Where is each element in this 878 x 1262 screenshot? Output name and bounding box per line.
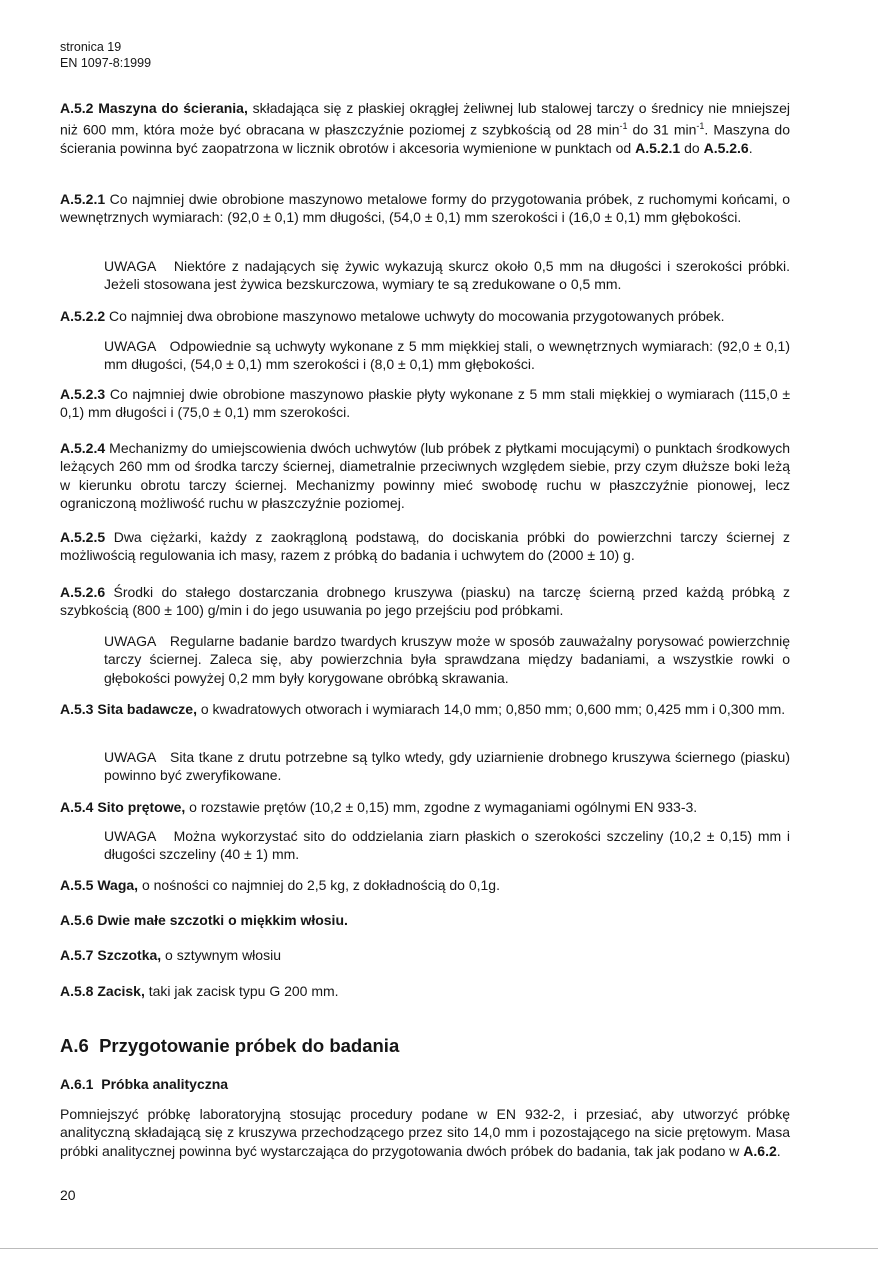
para-a53: A.5.3 Sita badawcze, o kwadratowych otworach i wymiarach 14,0 mm; 0,850 mm; 0,600 mm; 0,425 mm i 0,300 mm. (60, 701, 786, 717)
note-4: UWAGA Sita tkane z drutu potrzebne są tylko wtedy, gdy uziarnienie drobnego kruszywa ściernego (piasku) powinno być zweryfikowane. (104, 749, 790, 784)
clause-number: A.5.2.1 (60, 191, 106, 207)
para-a57: A.5.7 Szczotka, o sztywnym włosiu (60, 947, 281, 963)
clause-number: A.5.2.6 (60, 584, 106, 600)
clause-number: A.5.2.2 (60, 308, 106, 324)
note-3: UWAGA Regularne badanie bardzo twardych kruszyw może w sposób zauważalny porysować powierzchnię tarczy ściernej. Zaleca się, aby powierzchnia była sprawdzana między badaniami, a wszystkie rowki o głębokości powyżej 0,2 mm były korygowane obróbką skrawania. (104, 633, 790, 686)
para-a523: A.5.2.3 Co najmniej dwie obrobione maszynowo płaskie płyty wykonane z 5 mm stali miękkiej o wymiarach (115,0 ± 0,1) mm długości i (75,0 ± 0,1) mm szerokości. (60, 386, 790, 421)
note-5: UWAGA Można wykorzystać sito do oddzielania ziarn płaskich o szerokości szczeliny (10,2 ± 0,15) mm i długości szczeliny (40 ± 1) mm. (104, 828, 790, 863)
clause-term: Dwie małe szczotki o miękkim włosiu. (97, 912, 348, 928)
note-label: UWAGA (104, 633, 157, 649)
para-a56 (60, 911, 790, 929)
note-label: UWAGA (104, 828, 157, 844)
clause-number: A.5.7 (60, 947, 94, 963)
clause-term: Szczotka, (97, 947, 162, 963)
para-a55: A.5.5 Waga, o nośności co najmniej do 2,5 kg, z dokładnością do 0,1g. (60, 877, 500, 893)
note-label: UWAGA (104, 749, 157, 765)
note-2: UWAGA Odpowiednie są uchwyty wykonane z 5 mm miękkiej stali, o wewnętrznych wymiarach: (92,0 ± 0,1) mm długości, (54,0 ± 0,1) mm szerokości i (8,0 ± 0,1) mm głębokości. (104, 338, 790, 373)
para-a521: A.5.2.1 Co najmniej dwie obrobione maszynowo metalowe formy do przygotowania próbek, z ruchomymi końcami, o wewnętrznych wymiarach: (92,0 ± 0,1) mm długości, (54,0 ± 0,1) mm szerokości i (16,0 ± 0,1) mm głębokości. (60, 191, 790, 226)
para-a61: Pomniejszyć próbkę laboratoryjną stosując procedury podane w EN 932-2, i przesiać, aby utworzyć próbkę analityczną składającą się z kruszywa przechodzącego przez sito 14,0 mm i pozostającego na sicie prętowym. Masa próbki analitycznej powinna być wystarczająca do przygotowania dwóch próbek do badania, tak jak podano w A.6.2. (60, 1106, 790, 1159)
page-number: 20 (60, 1187, 76, 1203)
clause-number: A.5.2.5 (60, 529, 106, 545)
subsection-heading: A.6.1 Próbka analityczna (60, 1076, 229, 1092)
clause-reference: A.6.2 (743, 1142, 777, 1159)
para-a525: A.5.2.5 Dwa ciężarki, każdy z zaokrągloną podstawą, do dociskania próbki do powierzchni tarczy ściernej z możliwością regulowania ich masy, razem z próbką do badania i uchwytem do (2000 ± 10) g. (60, 529, 790, 564)
para-a54: A.5.4 Sito prętowe, o rozstawie prętów (10,2 ± 0,15) mm, zgodne z wymaganiami ogólnymi EN 933-3. (60, 799, 698, 815)
clause-number: A.5.2.4 (60, 440, 106, 456)
para-a526: A.5.2.6 Środki do stałego dostarczania drobnego kruszywa (piasku) na tarczę ścierną przed każdą próbką z szybkością (800 ± 100) g/min i do jego usuwania po jego przejściu pod próbkami. (60, 584, 790, 619)
para-a524: A.5.2.4 Mechanizmy do umiejscowienia dwóch uchwytów (lub próbek z płytkami mocującymi) o punktach środkowych leżących 260 mm od środka tarczy ściernej, diametralnie przeciwnych względem siebie, przy czym dłuższe boki leżą w kierunku obrotu tarczy ściernej. Mechanizmy powinny mieć swobodę ruchu w płaszczyźnie pionowej, lecz ograniczoną możliwość ruchu w płaszczyźnie poziomej. (60, 440, 790, 512)
note-label: UWAGA (104, 258, 157, 274)
clause-term: Sito prętowe, (97, 799, 186, 815)
clause-number: A.5.6 (60, 912, 94, 928)
note-1: UWAGA Niektóre z nadających się żywic wykazują skurcz około 0,5 mm na długości i szerokości próbki. Jeżeli stosowana jest żywica bezskurczowa, wymiary te są zredukowane o 0,5 mm. (104, 258, 790, 293)
clause-reference: A.5.2.6 (703, 140, 749, 157)
clause-term: Waga, (97, 877, 139, 893)
note-label: UWAGA (104, 338, 157, 354)
clause-term: Maszyna do ścierania, (98, 100, 248, 116)
clause-number: A.5.2.3 (60, 386, 106, 402)
page-header-standard: EN 1097-8:1999 (60, 56, 152, 70)
para-a58: A.5.8 Zacisk, taki jak zacisk typu G 200 mm. (60, 983, 339, 999)
clause-number: A.5.5 (60, 877, 94, 893)
page-header-line1: stronica 19 (60, 40, 122, 54)
para-a522: A.5.2.2 Co najmniej dwa obrobione maszynowo metalowe uchwyty do mocowania przygotowanych próbek. (60, 308, 725, 324)
clause-number: A.5.2 (60, 100, 94, 116)
page-bottom-rule (0, 1248, 878, 1249)
clause-number: A.5.3 (60, 701, 94, 717)
clause-number: A.5.8 (60, 983, 94, 999)
clause-reference: A.5.2.1 (635, 140, 681, 157)
para-a52: A.5.2 Maszyna do ścierania, składająca się z płaskiej okrągłej żeliwnej lub stalowej tarczy o średnicy nie mniejszej niż 600 mm, która może być obracana w płaszczyźnie poziomej z szybkością od 28 $\min^{-1}$ do 31 $\min^{-1}$. Maszyna do ścierania powinna być zaopatrzona w licznik obrotów i akcesoria wymienione w punktach od A.5.2.1 do A.5.2.6. (60, 100, 791, 157)
clause-number: A.5.4 (60, 799, 94, 815)
clause-term: Sita badawcze, (97, 701, 197, 717)
section-heading: A.6 Przygotowanie próbek do badania (60, 1035, 400, 1056)
clause-term: Zacisk, (97, 983, 145, 999)
